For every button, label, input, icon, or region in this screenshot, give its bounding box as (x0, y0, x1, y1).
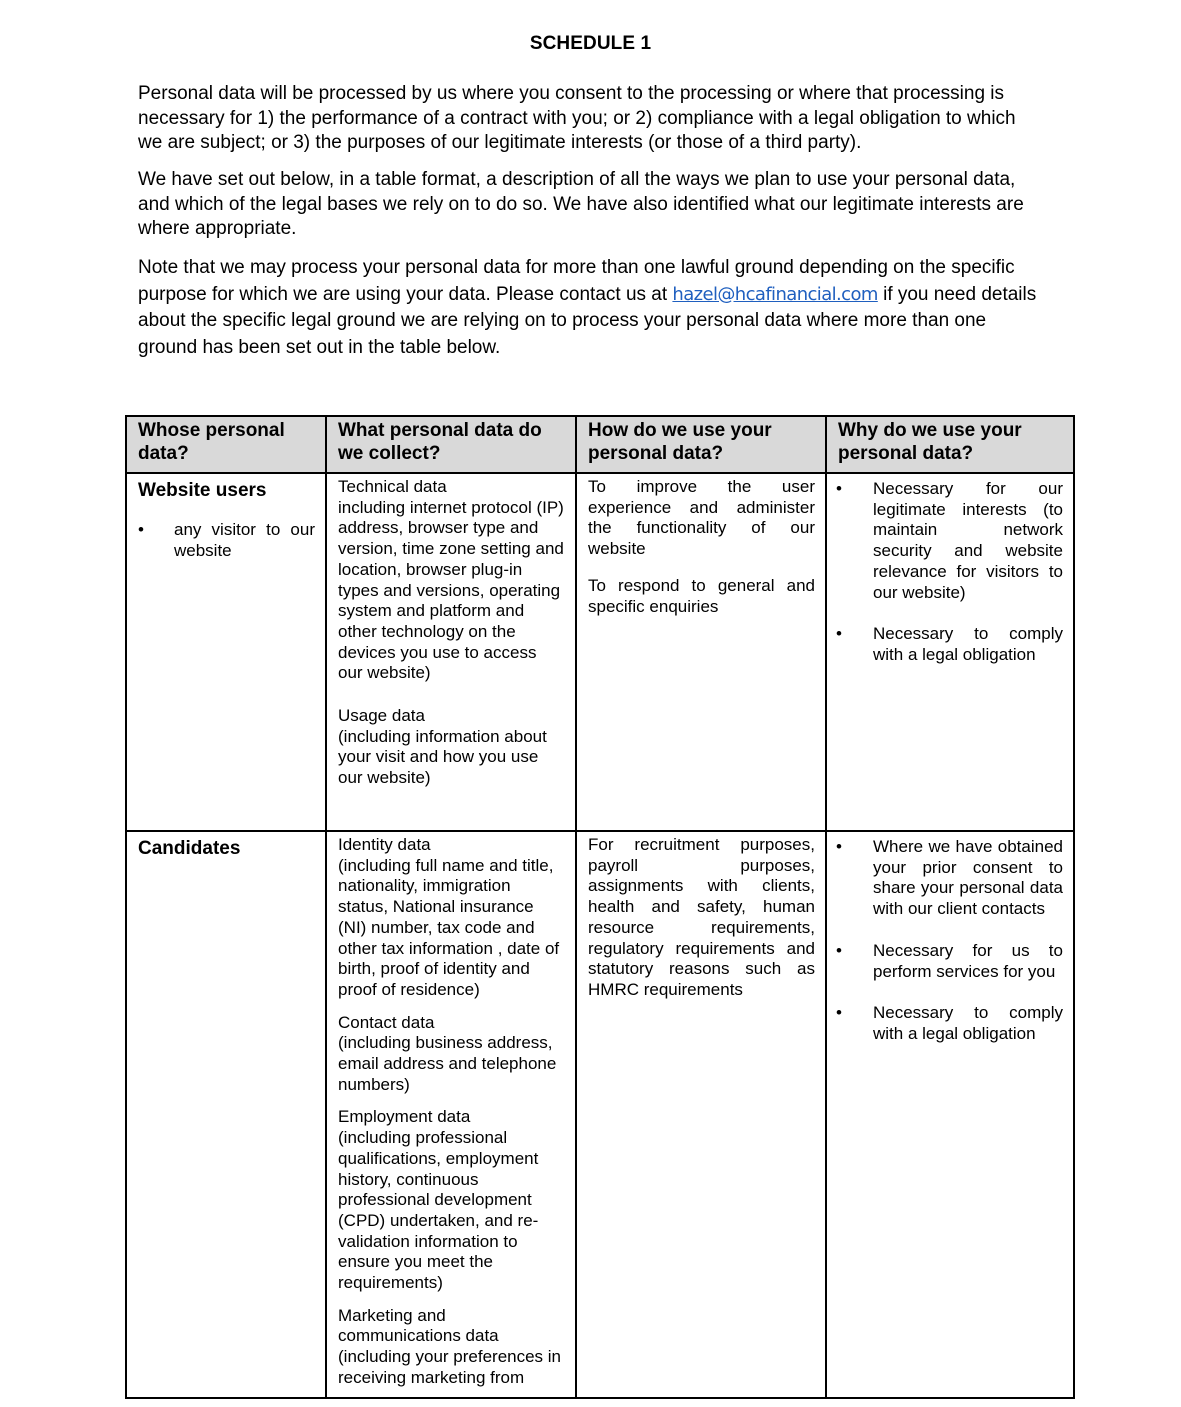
data-category (338, 1306, 565, 1389)
data-subject-name: Website users (138, 480, 267, 501)
data-category-detail: including internet protocol (IP) address, browser type and version, time zone setting and location, browser plug-in types and versions, operating system and platform and other technology on the devices you use to access our website) (338, 497, 564, 683)
data-category-heading: Usage data (338, 706, 425, 726)
intro-paragraph-lawful-bases: Personal data will be processed by us where you consent to the processing or where that processing is necessary for 1) the performance of a contract with you; or 2) compliance with a legal obligation to which we are subject; or 3) the purposes of our legitimate interests (or those of a third party). (138, 83, 1016, 153)
list-item: • Necessary for us to perform services for you (836, 940, 1063, 981)
data-category-heading: Marketing and communications data (338, 1305, 499, 1346)
bullet-icon: • (836, 1003, 842, 1023)
legal-basis-list (838, 837, 1063, 1045)
intro-paragraph-table-description: We have set out below, in a table format, a description of all the ways we plan to use your personal data, and which of the legal bases we rely on to do so. We have also identified what our legitimate interests are where appropriate. (138, 169, 1024, 239)
header-whose-data: Whose personal data? (126, 416, 326, 473)
contact-text-before: Note that we may process your personal data for more than one lawful ground depending on the specific purpose for which we are using your data. Please contact us at (138, 257, 1015, 305)
cell-how (576, 473, 826, 831)
data-category (338, 477, 565, 684)
list-item: • Necessary to comply with a legal obligation (836, 624, 1063, 664)
data-category (338, 1013, 565, 1096)
cell-what (326, 831, 576, 1398)
contact-email-link[interactable]: hazel@hcafinancial.com (672, 283, 878, 305)
data-category (338, 706, 565, 789)
data-subject-name: Candidates (138, 838, 241, 859)
data-category (338, 835, 565, 1001)
bullet-icon: • (836, 940, 842, 960)
legal-basis-list (838, 479, 1063, 666)
usage-purpose: To respond to general and specific enquiries (588, 575, 815, 616)
bullet-icon: • (836, 479, 842, 498)
cell-how (576, 831, 826, 1398)
usage-purpose: To improve the user experience and administer the functionality of our website (588, 477, 815, 559)
header-why-use: Why do we use your personal data? (826, 416, 1074, 473)
page-title: SCHEDULE 1 (529, 33, 652, 54)
list-item: • any visitor to our website (138, 520, 315, 560)
bullet-icon: • (138, 520, 144, 539)
data-category-heading: Technical data (338, 477, 447, 496)
data-category-heading: Contact data (338, 1012, 435, 1032)
personal-data-table (125, 415, 1075, 1399)
cell-what (326, 473, 576, 831)
data-category-detail: (including business address, email address and telephone numbers) (338, 1033, 557, 1094)
cell-why (826, 473, 1074, 831)
usage-purpose: For recruitment purposes, payroll purposes, assignments with clients, health and safety, human resource requirements, regulatory requirements and statutory reasons such as HMRC requirements (588, 835, 815, 999)
list-item: • Necessary to comply with a legal obligation (836, 1003, 1063, 1043)
data-category-detail: (including professional qualifications, employment history, continuous professional development (CPD) undertaken, and re-validation information to ensure you meet the requirements) (338, 1128, 539, 1293)
header-what-data: What personal data do we collect? (326, 416, 576, 473)
header-how-use: How do we use your personal data? (576, 416, 826, 473)
bullet-icon: • (836, 624, 842, 644)
contact-text-after: if you need details about the specific legal ground we are relying on to process your personal data where more than one ground has been set out in the table below. (138, 283, 1037, 358)
data-category-detail: (including your preferences in receiving marketing from (338, 1347, 562, 1387)
table-row (126, 831, 1074, 1398)
data-category-detail: (including full name and title, nationality, immigration status, National insurance (NI) number, tax code and other tax information , date of birth, proof of identity and proof of residence) (338, 855, 560, 999)
list-item: • Where we have obtained your prior consent to share your personal data with our client contacts (836, 837, 1063, 919)
data-category-heading: Employment data (338, 1107, 471, 1127)
cell-whose (126, 831, 326, 1398)
list-item: • Necessary for our legitimate interests (to maintain network security and website relevance for visitors to our website) (836, 479, 1063, 602)
intro-paragraph-contact (138, 255, 1043, 361)
data-category (338, 1107, 565, 1293)
data-category-detail: (including information about your visit and how you use our website) (338, 726, 547, 788)
cell-whose (126, 473, 326, 831)
cell-why (826, 831, 1074, 1398)
data-subject-bullets (138, 520, 315, 561)
table-header-row (126, 416, 1074, 473)
table-row (126, 473, 1074, 831)
bullet-icon: • (836, 837, 842, 856)
data-category-heading: Identity data (338, 835, 431, 854)
